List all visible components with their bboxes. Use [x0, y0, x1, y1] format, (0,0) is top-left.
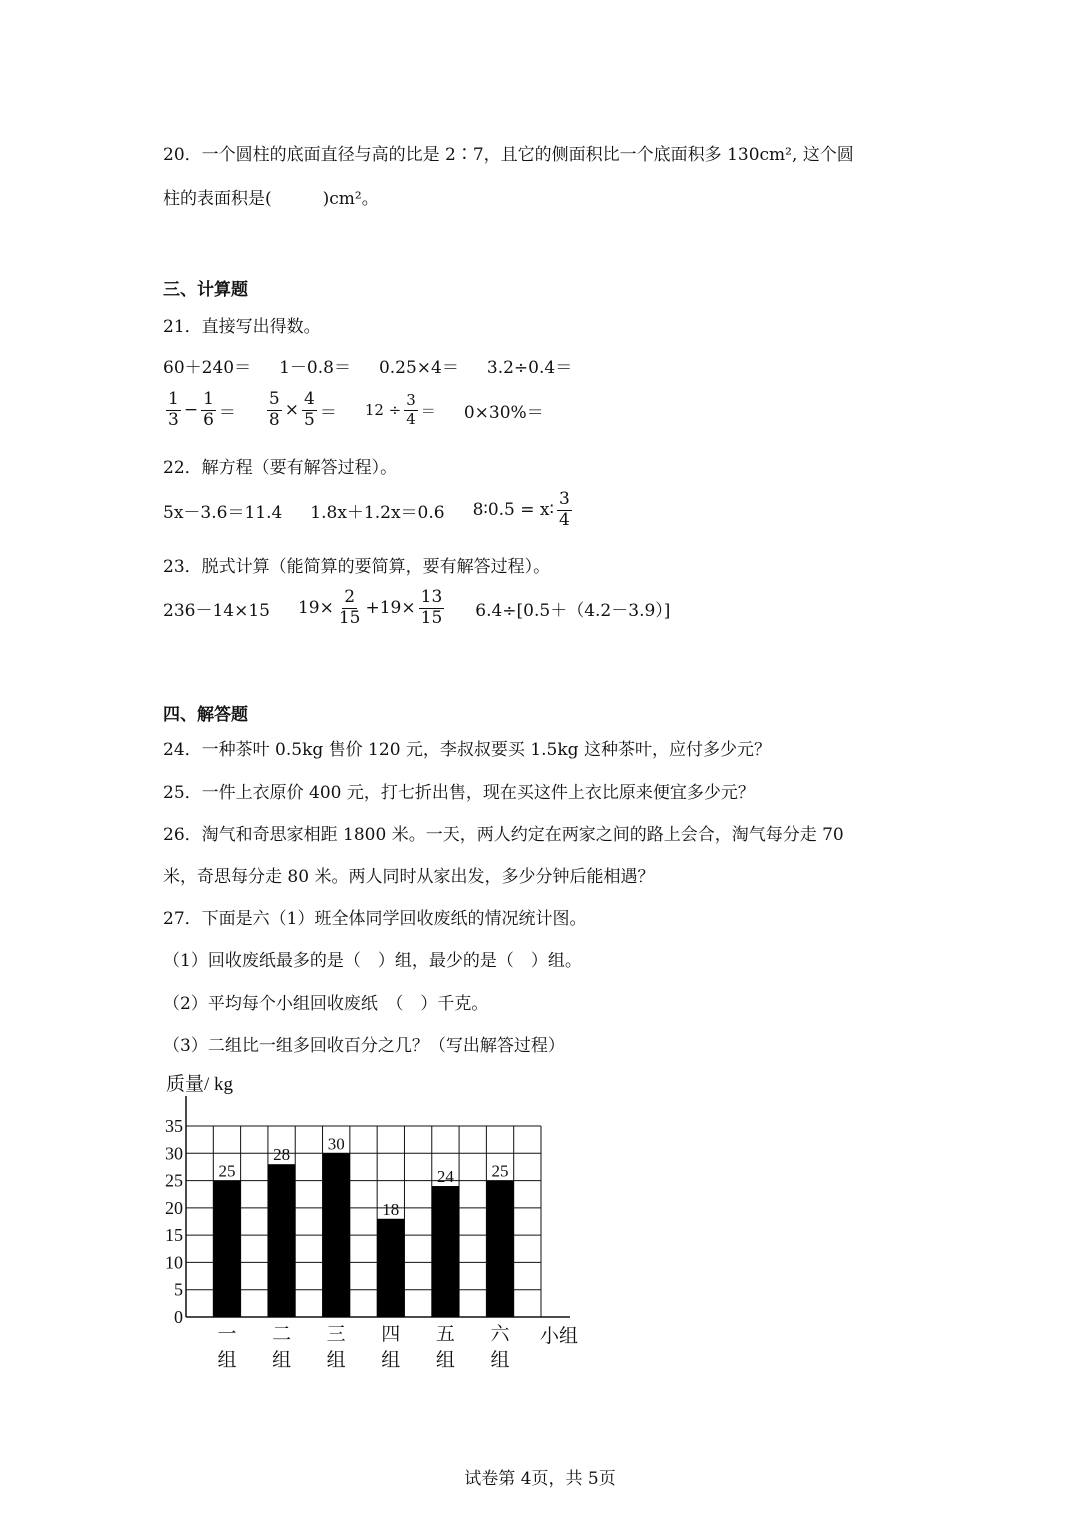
q26-line1: 26．淘气和奇思家相距 1800 米。一天，两人约定在两家之间的路上会合，淘气每分走 70 [163, 825, 844, 845]
bar [213, 1181, 240, 1317]
x-tick-label: 三 [326, 1324, 346, 1345]
fraction: $\frac{4}{5}$ [303, 389, 315, 430]
q21-expr-4: 3.2÷0.4＝ [486, 358, 573, 378]
fraction: $\frac{3}{4}$ [558, 489, 570, 530]
x-tick-label: 五 [435, 1324, 455, 1345]
x-tick-label: 组 [381, 1350, 401, 1371]
bar-value-label: 18 [382, 1199, 400, 1219]
q26-line2: 米，奇思每分走 80 米。两人同时从家出发，多少分钟后能相遇？ [163, 867, 655, 887]
q22-equations [163, 490, 603, 530]
page-footer: 试卷第 4页，共 5页 [464, 1469, 616, 1489]
q21-expr-2: 1－0.8＝ [279, 358, 351, 378]
bar [432, 1186, 459, 1317]
q21-expr-1: 60＋240＝ [163, 358, 252, 378]
bar [323, 1153, 350, 1317]
q20-line2: 柱的表面积是( )cm²。 [163, 189, 379, 209]
q22-eq-1: 5x－3.6＝11.4 [163, 502, 283, 523]
q23-expr-1: 236－14×15 [163, 600, 270, 621]
q24: 24．一种茶叶 0.5kg 售价 120 元，李叔叔要买 1.5kg 这种茶叶，应付多少元？ [163, 740, 771, 760]
q21-expr-6: $\frac{5}{8}$ × $\frac{4}{5}$ ＝ [268, 389, 337, 430]
y-tick-label: 35 [165, 1116, 183, 1136]
bar-value-label: 25 [218, 1161, 236, 1181]
section4-title: 四、解答题 [163, 705, 248, 725]
q21-row2 [163, 390, 572, 430]
q21-row1 [163, 353, 600, 378]
q22-stem: 22．解方程（要有解答过程）。 [163, 458, 398, 478]
q21-expr-7: 12 ÷ $\frac{3}{4}$ ＝ [364, 391, 436, 428]
q20-line1: 20．一个圆柱的底面直径与高的比是 2∶7，且它的侧面积比一个底面积多 130cm², 这个圆 [163, 145, 854, 165]
q21-expr-5: $\frac{1}{3}$ − $\frac{1}{6}$ ＝ [168, 389, 236, 430]
q22-eq-2: 1.8x＋1.2x＝0.6 [310, 502, 445, 523]
x-tick-label: 组 [326, 1350, 346, 1371]
y-tick-label: 20 [165, 1197, 183, 1218]
bar [268, 1164, 295, 1317]
y-tick-label: 30 [165, 1143, 183, 1164]
y-tick-label: 0 [174, 1307, 183, 1327]
bar-value-label: 30 [327, 1134, 345, 1154]
bar-chart [150, 1068, 600, 1378]
bar [486, 1181, 513, 1317]
x-tick-label: 一 [217, 1324, 237, 1345]
x-tick-label: 四 [381, 1324, 401, 1345]
q21-stem: 21．直接写出得数。 [163, 317, 321, 337]
x-axis-label: 小组 [540, 1326, 579, 1347]
q21-expr-8: 0×30%＝ [463, 402, 544, 423]
bar-value-label: 25 [491, 1161, 509, 1181]
y-tick-label: 15 [165, 1225, 183, 1246]
q25: 25．一件上衣原价 400 元，打七折出售，现在买这件上衣比原来便宜多少元？ [163, 783, 755, 803]
section3-title: 三、计算题 [163, 280, 248, 300]
x-tick-label: 组 [217, 1350, 237, 1371]
q27-stem: 27．下面是六（1）班全体同学回收废纸的情况统计图。 [163, 909, 587, 929]
q23-stem: 23．脱式计算（能简算的要简算，要有解答过程）。 [163, 557, 551, 577]
q27-sub2: （2）平均每个小组回收废纸 （ ）千克。 [163, 994, 489, 1014]
x-tick-label: 二 [272, 1324, 292, 1345]
q23-expr-3: 6.4÷[0.5＋（4.2－3.9）] [475, 600, 671, 621]
q27-sub3: （3）二组比一组多回收百分之几？（写出解答过程） [163, 1036, 565, 1056]
fraction: $\frac{3}{4}$ [406, 391, 416, 428]
bar-value-label: 28 [273, 1145, 291, 1165]
fraction: $\frac{1}{6}$ [203, 389, 214, 430]
x-tick-label: 六 [490, 1324, 510, 1345]
bar-value-label: 24 [436, 1167, 454, 1187]
bar [377, 1219, 404, 1317]
x-tick-label: 组 [435, 1350, 455, 1371]
q23-expr-2: 19× $\frac{2}{15}$ +19× $\frac{13}{15}$ [297, 587, 443, 628]
q21-expr-3: 0.25×4＝ [378, 358, 459, 378]
y-tick-label: 10 [165, 1252, 183, 1273]
x-tick-label: 组 [490, 1350, 510, 1371]
fraction: $\frac{5}{8}$ [268, 389, 280, 430]
y-tick-label: 25 [165, 1170, 183, 1191]
fraction: $\frac{1}{3}$ [168, 389, 179, 430]
y-tick-label: 5 [174, 1279, 183, 1300]
fraction: $\frac{2}{15}$ [338, 587, 361, 628]
q22-eq-3: 8∶0.5 = x∶ $\frac{3}{4}$ [472, 489, 570, 530]
q23-expressions [163, 588, 698, 628]
x-tick-label: 组 [272, 1350, 292, 1371]
fraction: $\frac{13}{15}$ [420, 587, 443, 628]
q27-sub1: （1）回收废纸最多的是（ ）组，最少的是（ ）组。 [163, 951, 582, 971]
y-axis-label: 质量/ kg [166, 1074, 234, 1095]
